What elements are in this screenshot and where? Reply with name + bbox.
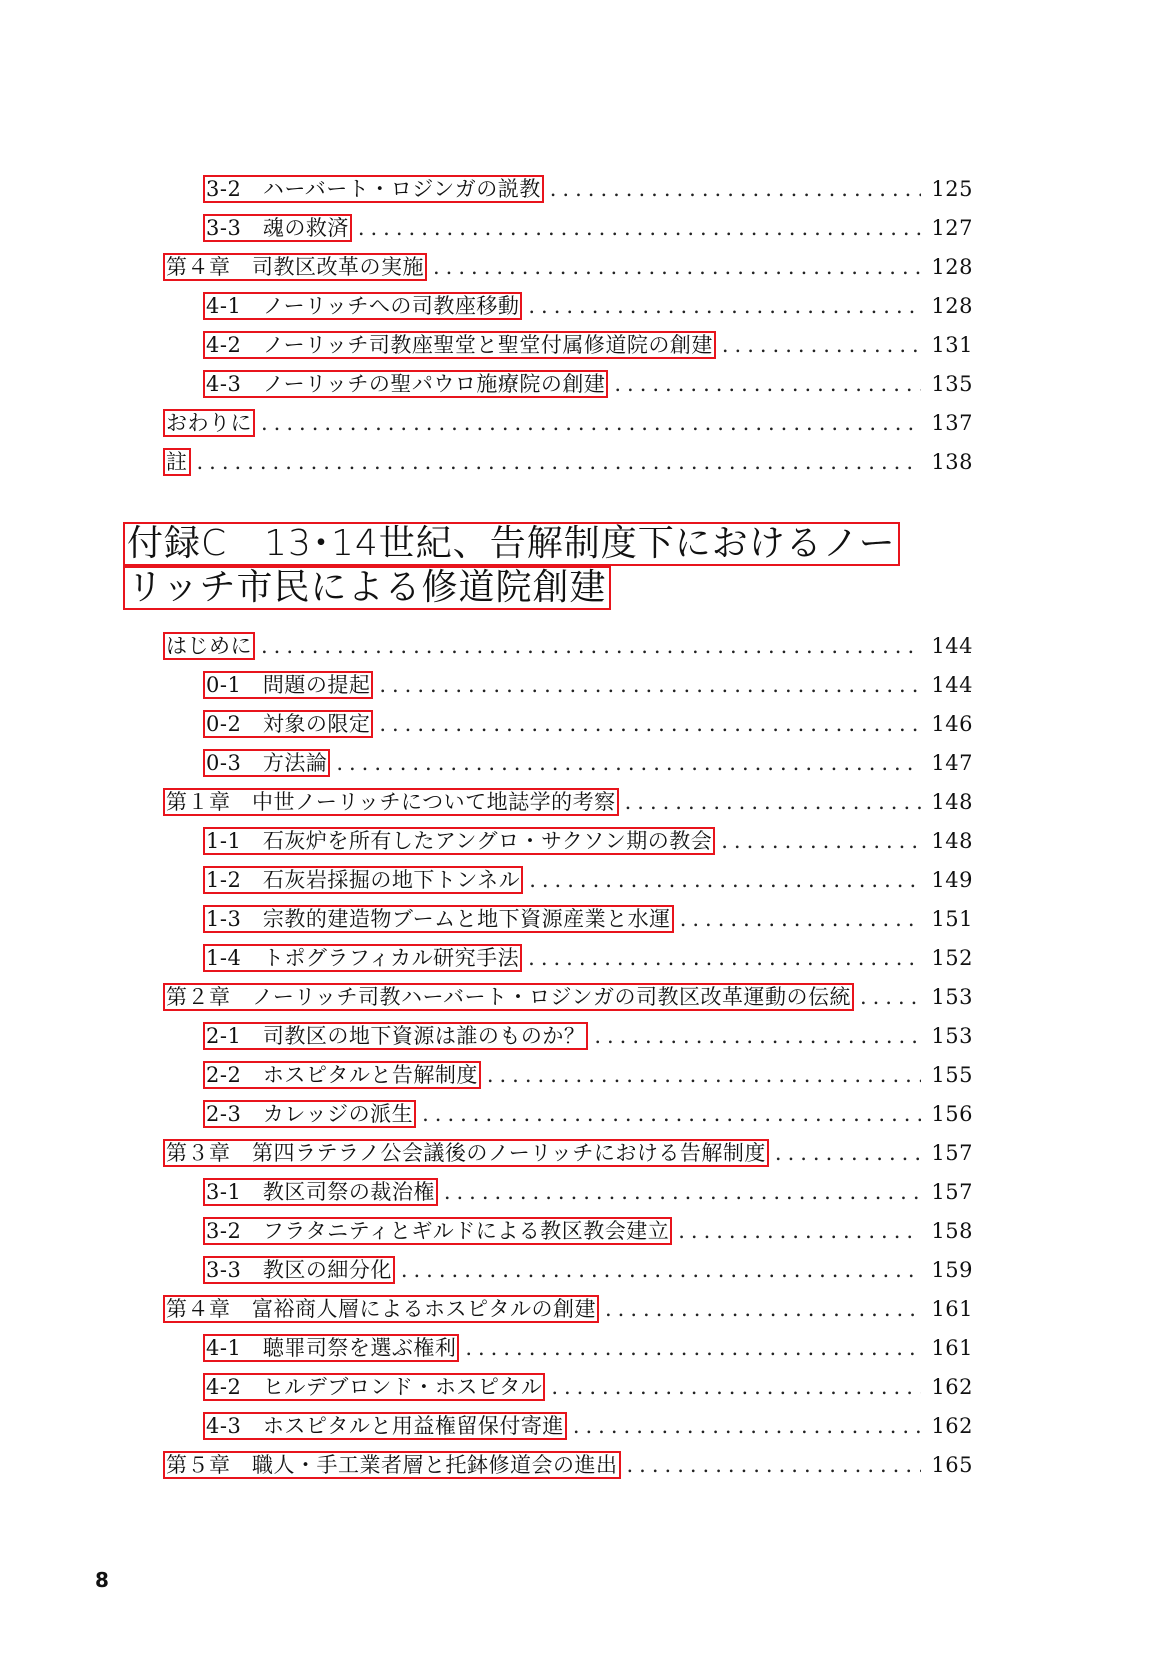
toc-entry[interactable] <box>163 252 973 282</box>
page-number: 8 <box>95 1568 109 1592</box>
toc-entry-page: 146 <box>931 712 973 736</box>
toc-entry-label: 第１章 中世ノーリッチについて地誌学的考察 <box>163 788 619 816</box>
toc-entry-page: 156 <box>931 1102 973 1126</box>
dot-leader <box>358 214 921 242</box>
toc-entry-page: 162 <box>931 1414 973 1438</box>
toc-entry-page: 147 <box>931 751 973 775</box>
toc-entry[interactable] <box>163 1450 973 1480</box>
toc-entry-page: 125 <box>931 177 973 201</box>
dot-leader <box>528 944 921 972</box>
toc-entry-page: 144 <box>931 634 973 658</box>
dot-leader <box>433 253 921 281</box>
toc-entry-label: 2-3 カレッジの派生 <box>203 1100 416 1128</box>
toc-entry[interactable] <box>203 943 973 973</box>
toc-entry-page: 161 <box>931 1336 973 1360</box>
dot-leader <box>379 710 921 738</box>
toc-entry-page: 148 <box>931 790 973 814</box>
toc-entry[interactable] <box>203 826 973 856</box>
toc-entry-label: 2-2 ホスピタルと告解制度 <box>203 1061 481 1089</box>
toc-entry-label: 1-2 石灰岩採掘の地下トンネル <box>203 866 523 894</box>
toc-entry-label: 4-2 ノーリッチ司教座聖堂と聖堂付属修道院の創建 <box>203 331 716 359</box>
toc-entry[interactable] <box>203 1021 973 1051</box>
toc-entry-page: 158 <box>931 1219 973 1243</box>
toc-entry[interactable] <box>163 408 973 438</box>
toc-entry-page: 153 <box>931 985 973 1009</box>
dot-leader <box>614 370 921 398</box>
toc-entry-label: 3-2 ハーバート・ロジンガの説教 <box>203 175 544 203</box>
toc-entry[interactable] <box>163 1138 973 1168</box>
toc-entry[interactable] <box>203 1177 973 1207</box>
toc-entry-label: 1-4 トポグラフィカル研究手法 <box>203 944 522 972</box>
dot-leader <box>487 1061 921 1089</box>
toc-entry-label: 1-1 石灰炉を所有したアングロ・サクソン期の教会 <box>203 827 715 855</box>
toc-entry-label: 註 <box>163 448 191 476</box>
toc-entry-page: 135 <box>931 372 973 396</box>
toc-entry-label: 4-3 ホスピタルと用益権留保付寄進 <box>203 1412 567 1440</box>
toc-entry[interactable] <box>203 709 973 739</box>
toc-entry-label: 4-1 聴罪司祭を選ぶ権利 <box>203 1334 459 1362</box>
toc-entry-label: 1-3 宗教的建造物ブームと地下資源産業と水運 <box>203 905 674 933</box>
dot-leader <box>379 671 921 699</box>
toc-entry[interactable] <box>163 447 973 477</box>
toc-entry-label: 第３章 第四ラテラノ公会議後のノーリッチにおける告解制度 <box>163 1139 769 1167</box>
dot-leader <box>678 1217 921 1245</box>
toc-entry-label: 4-1 ノーリッチへの司教座移動 <box>203 292 522 320</box>
toc-entry-label: 第５章 職人・手工業者層と托鉢修道会の進出 <box>163 1451 621 1479</box>
toc-entry-page: 155 <box>931 1063 973 1087</box>
toc-entry-page: 144 <box>931 673 973 697</box>
dot-leader <box>261 632 921 660</box>
appendix-title-line2[interactable]: リッチ市民による修道院創建 <box>123 566 611 610</box>
toc-entry[interactable] <box>203 1372 973 1402</box>
toc-entry-label: 第４章 司教区改革の実施 <box>163 253 427 281</box>
appendix-title-line1[interactable]: 付録C 13･14世紀、告解制度下におけるノー <box>123 522 900 566</box>
toc-entry[interactable] <box>203 1099 973 1129</box>
dot-leader <box>722 331 921 359</box>
toc-entry[interactable] <box>203 1216 973 1246</box>
toc-entry-label: 4-2 ヒルデブロンド・ホスピタル <box>203 1373 545 1401</box>
dot-leader <box>422 1100 921 1128</box>
dot-leader <box>721 827 921 855</box>
toc-entry-label: 0-1 問題の提起 <box>203 671 373 699</box>
toc-entry[interactable] <box>203 330 973 360</box>
dot-leader <box>625 788 921 816</box>
dot-leader <box>528 292 921 320</box>
toc-entry-label: 第４章 富裕商人層によるホスピタルの創建 <box>163 1295 599 1323</box>
dot-leader <box>605 1295 921 1323</box>
toc-entry-label: 3-3 教区の細分化 <box>203 1256 395 1284</box>
dot-leader <box>444 1178 921 1206</box>
toc-entry-page: 137 <box>931 411 973 435</box>
toc-entry-page: 159 <box>931 1258 973 1282</box>
toc-entry-page: 152 <box>931 946 973 970</box>
toc-entry[interactable] <box>163 982 973 1012</box>
dot-leader <box>401 1256 921 1284</box>
toc-entry-page: 162 <box>931 1375 973 1399</box>
dot-leader <box>261 409 921 437</box>
toc-entry[interactable] <box>203 865 973 895</box>
dot-leader <box>860 983 921 1011</box>
toc-entry-page: 153 <box>931 1024 973 1048</box>
toc-entry-page: 128 <box>931 255 973 279</box>
toc-entry-label: おわりに <box>163 409 255 437</box>
toc-entry-label: はじめに <box>163 632 255 660</box>
toc-entry-label: 2-1 司教区の地下資源は誰のものか？ <box>203 1022 588 1050</box>
toc-entry-label: 0-2 対象の限定 <box>203 710 373 738</box>
toc-entry[interactable] <box>203 174 973 204</box>
toc-entry-label: 0-3 方法論 <box>203 749 330 777</box>
toc-entry-page: 128 <box>931 294 973 318</box>
toc-entry-page: 161 <box>931 1297 973 1321</box>
dot-leader <box>775 1139 921 1167</box>
toc-entry-page: 151 <box>931 907 973 931</box>
dot-leader <box>336 749 921 777</box>
toc-entry[interactable] <box>203 1255 973 1285</box>
dot-leader <box>594 1022 921 1050</box>
toc-entry[interactable] <box>163 787 973 817</box>
toc-entry[interactable] <box>203 213 973 243</box>
toc-entry-page: 165 <box>931 1453 973 1477</box>
dot-leader <box>197 448 922 476</box>
toc-entry[interactable] <box>203 670 973 700</box>
toc-entry-label: 3-1 教区司祭の裁治権 <box>203 1178 438 1206</box>
toc-entry-label: 3-2 フラタニティとギルドによる教区教会建立 <box>203 1217 672 1245</box>
dot-leader <box>573 1412 921 1440</box>
toc-entry[interactable] <box>203 291 973 321</box>
toc-entry-page: 149 <box>931 868 973 892</box>
toc-entry[interactable] <box>163 631 973 661</box>
dot-leader <box>551 1373 921 1401</box>
toc-entry[interactable] <box>163 1294 973 1324</box>
toc-entry[interactable] <box>203 369 973 399</box>
dot-leader <box>465 1334 921 1362</box>
dot-leader <box>627 1451 922 1479</box>
toc-entry-page: 148 <box>931 829 973 853</box>
toc-entry-page: 138 <box>931 450 973 474</box>
toc-entry[interactable] <box>203 1060 973 1090</box>
toc-entry[interactable] <box>203 904 973 934</box>
toc-entry-page: 157 <box>931 1141 973 1165</box>
toc-entry-label: 4-3 ノーリッチの聖パウロ施療院の創建 <box>203 370 608 398</box>
toc-entry-label: 第２章 ノーリッチ司教ハーバート・ロジンガの司教区改革運動の伝統 <box>163 983 854 1011</box>
toc-entry-page: 131 <box>931 333 973 357</box>
toc-entry[interactable] <box>203 748 973 778</box>
toc-entry[interactable] <box>203 1411 973 1441</box>
dot-leader <box>680 905 921 933</box>
toc-entry-label: 3-3 魂の救済 <box>203 214 352 242</box>
dot-leader <box>529 866 921 894</box>
toc-entry-page: 157 <box>931 1180 973 1204</box>
toc-entry[interactable] <box>203 1333 973 1363</box>
toc-entry-page: 127 <box>931 216 973 240</box>
dot-leader <box>550 175 921 203</box>
